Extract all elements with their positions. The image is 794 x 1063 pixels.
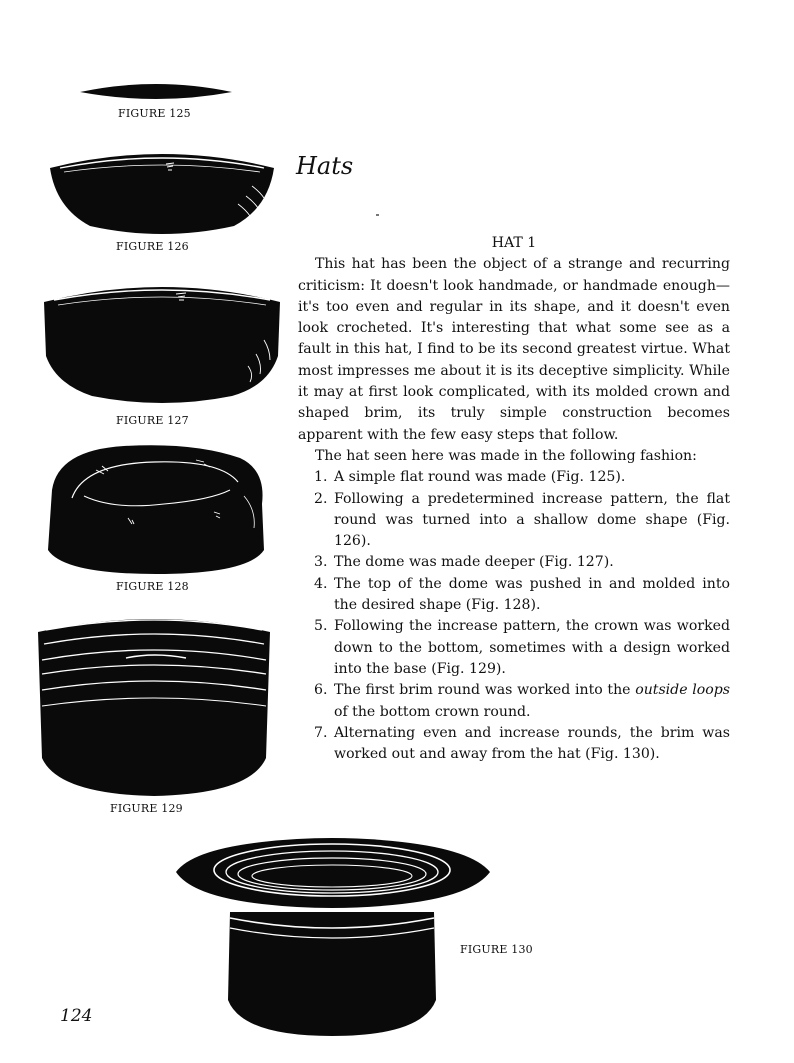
list-item: 2. Following a predetermined increase pattern, the flat round was turned into a shallow dome shape (Fig. 126). xyxy=(314,490,730,550)
page-speck xyxy=(376,214,379,216)
figure-127 xyxy=(42,278,282,406)
page-number: 124 xyxy=(60,1006,93,1026)
figure-125-caption: FIGURE 125 xyxy=(118,107,191,120)
figure-129-caption: FIGURE 129 xyxy=(110,802,183,815)
finished-hat-illustration xyxy=(172,832,494,1038)
list-item: 6. The first brim round was worked into the outside loops of the bottom crown round. xyxy=(314,682,730,720)
figure-130-caption: FIGURE 130 xyxy=(460,943,533,956)
shallow-dome-illustration xyxy=(46,146,278,236)
figure-128-caption: FIGURE 128 xyxy=(116,580,189,593)
text-column xyxy=(298,233,730,765)
list-item: 4. The top of the dome was pushed in and molded into the desired shape (Fig. 128). xyxy=(314,575,730,614)
steps-list xyxy=(298,467,730,765)
figure-130 xyxy=(172,832,494,1038)
deep-dome-illustration xyxy=(42,278,282,406)
intro-paragraph: This hat has been the object of a strange and recurring criticism: It doesn't look handmade, or handmade enough—it's too even and regular in its shape, and it doesn't even look crocheted. It's interesting that what some see as a fault in this hat, I find to be its second greatest virtue. What most impresses me about it is its deceptive simplicity. While it may at first look complicated, with its molded crown and shaped brim, its truly simple construction becomes apparent with the few easy steps that follow. xyxy=(298,256,730,443)
list-item: 7. Alternating even and increase rounds, the brim was worked out and away from the hat (Fig. 130). xyxy=(314,724,730,763)
banded-crown-illustration xyxy=(36,608,272,800)
section-title: Hats xyxy=(296,152,354,180)
list-item: 3. The dome was made deeper (Fig. 127). xyxy=(314,554,614,571)
flat-round-illustration xyxy=(78,78,234,104)
figure-125 xyxy=(78,78,234,104)
list-item: 1. A simple flat round was made (Fig. 125). xyxy=(314,469,626,486)
figure-128 xyxy=(44,440,268,576)
molded-crown-illustration xyxy=(44,440,268,576)
figure-129 xyxy=(36,608,272,800)
method-paragraph: The hat seen here was made in the following fashion: xyxy=(315,447,697,464)
figure-126 xyxy=(46,146,278,236)
figure-127-caption: FIGURE 127 xyxy=(116,414,189,427)
figure-126-caption: FIGURE 126 xyxy=(116,240,189,253)
hat-heading: HAT 1 xyxy=(491,235,537,251)
list-item: 5. Following the increase pattern, the crown was worked down to the bottom, sometimes with a design worked into the base (Fig. 129). xyxy=(314,618,730,677)
